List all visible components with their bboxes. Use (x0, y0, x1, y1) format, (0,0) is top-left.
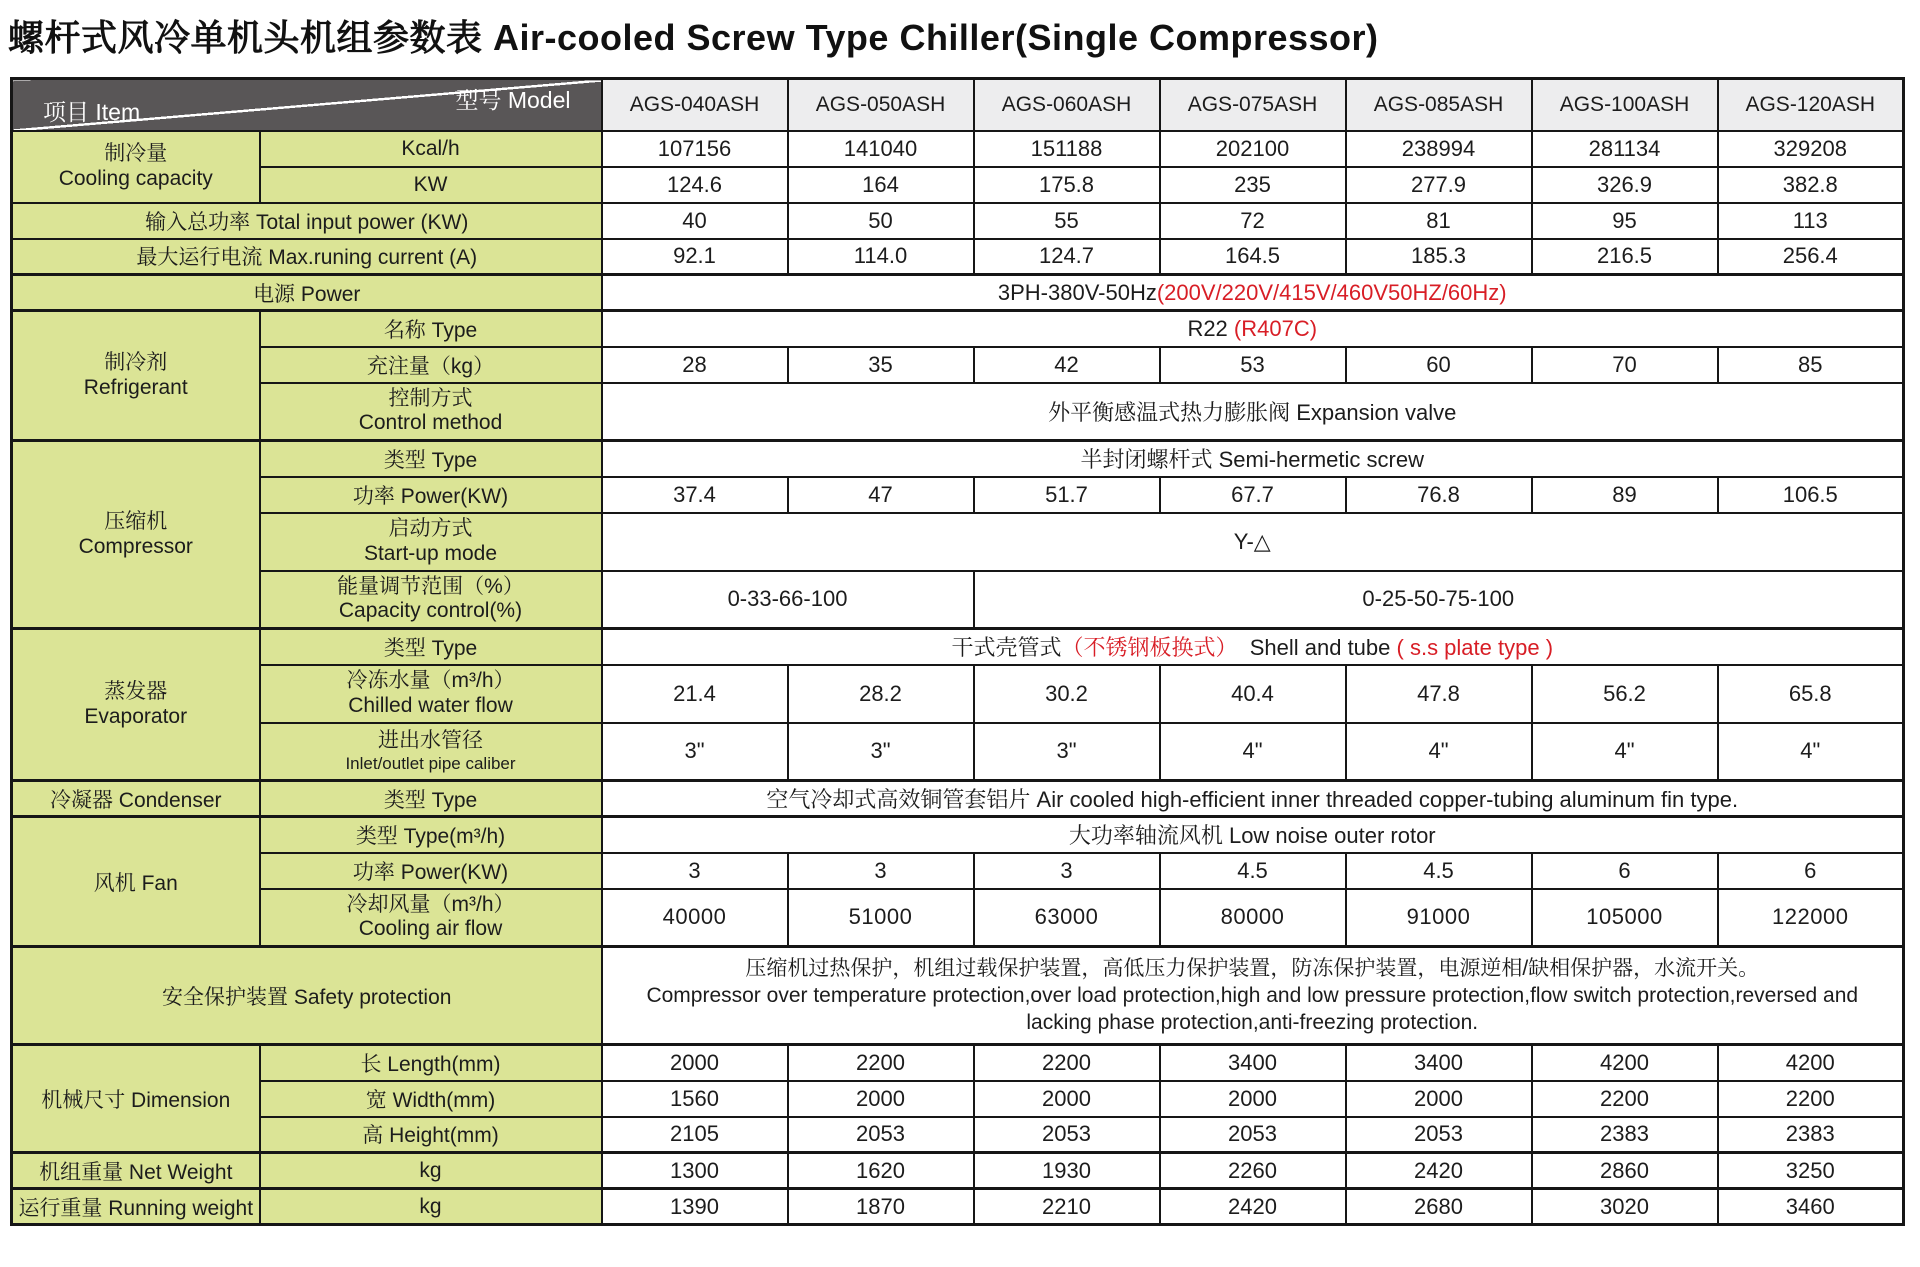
power-supply-value: 3PH-380V-50Hz(200V/220V/415V/460V50HZ/60Hz) (602, 275, 1904, 311)
input-power-label: 输入总功率 Total input power (KW) (12, 203, 602, 239)
compressor-type-row (12, 441, 1904, 477)
pipe-caliber-row (12, 723, 1904, 781)
value-cell: 1300 (602, 1153, 788, 1189)
value-cell: 2383 (1718, 1117, 1904, 1153)
value-cell: 2000 (602, 1045, 788, 1081)
value-cell: 3 (788, 853, 974, 889)
value-cell: 4" (1718, 723, 1904, 781)
startup-mode-label: 启动方式 Start-up mode (260, 513, 602, 571)
value-cell: 1870 (788, 1189, 974, 1225)
evaporator-type-en-red: ( s.s plate type ) (1396, 635, 1554, 661)
compressor-power-label: 功率 Power(KW) (260, 477, 602, 513)
length-label: 长 Length(mm) (260, 1045, 602, 1081)
value-cell: 28 (602, 347, 788, 383)
item-header-label: 项目 Item (43, 98, 141, 125)
cooling-kcal-row (12, 131, 1904, 167)
value-cell: 37.4 (602, 477, 788, 513)
pipe-caliber-label: 进出水管径 Inlet/outlet pipe caliber (260, 723, 602, 781)
value-cell: 51.7 (974, 477, 1160, 513)
control-method-label: 控制方式 Control method (260, 383, 602, 441)
value-cell: 4" (1346, 723, 1532, 781)
compressor-group-label: 压缩机 Compressor (12, 441, 260, 629)
condenser-type-value: 空气冷却式高效铜管套铝片 Air cooled high-efficient inner threaded copper-tubing aluminum fin type. (602, 781, 1904, 817)
value-cell: 65.8 (1718, 665, 1904, 723)
value-cell: 2260 (1160, 1153, 1346, 1189)
value-cell: 105000 (1532, 889, 1718, 947)
value-cell: 6 (1718, 853, 1904, 889)
evaporator-type-row (12, 629, 1904, 665)
value-cell: 107156 (602, 131, 788, 167)
value-cell: 21.4 (602, 665, 788, 723)
model-header-label: 型号 Model (455, 87, 571, 113)
value-cell: 216.5 (1532, 239, 1718, 275)
value-cell: 2200 (974, 1045, 1160, 1081)
value-cell: 235 (1160, 167, 1346, 203)
net-weight-label: 机组重量 Net Weight (12, 1153, 260, 1189)
value-cell: 4200 (1718, 1045, 1904, 1081)
compressor-type-value: 半封闭螺杆式 Semi-hermetic screw (602, 441, 1904, 477)
value-cell: 81 (1346, 203, 1532, 239)
value-cell: 30.2 (974, 665, 1160, 723)
running-weight-unit: kg (260, 1189, 602, 1225)
width-row (12, 1081, 1904, 1117)
value-cell: 89 (1532, 477, 1718, 513)
value-cell: 2420 (1346, 1153, 1532, 1189)
value-cell: 60 (1346, 347, 1532, 383)
kcal-unit-label: Kcal/h (260, 131, 602, 167)
value-cell: 3" (788, 723, 974, 781)
value-cell: 151188 (974, 131, 1160, 167)
value-cell: 80000 (1160, 889, 1346, 947)
value-cell: 76.8 (1346, 477, 1532, 513)
model-column-header: AGS-060ASH (974, 79, 1160, 131)
value-cell: 3" (602, 723, 788, 781)
net-weight-row (12, 1153, 1904, 1189)
value-cell: 3 (602, 853, 788, 889)
value-cell: 2000 (1346, 1081, 1532, 1117)
max-current-row (12, 239, 1904, 275)
compressor-type-label: 类型 Type (260, 441, 602, 477)
height-label: 高 Height(mm) (260, 1117, 602, 1153)
value-cell: 2200 (1532, 1081, 1718, 1117)
value-cell: 175.8 (974, 167, 1160, 203)
page-title: 螺杆式风冷单机头机组参数表 Air-cooled Screw Type Chiller(Single Compressor) (8, 17, 1379, 58)
capacity-control-value-a: 0-33-66-100 (602, 571, 974, 629)
value-cell: 185.3 (1346, 239, 1532, 275)
value-cell: 326.9 (1532, 167, 1718, 203)
startup-mode-row (12, 513, 1904, 571)
evaporator-type-label: 类型 Type (260, 629, 602, 665)
header-row (12, 79, 1904, 131)
charge-label: 充注量（kg） (260, 347, 602, 383)
value-cell: 6 (1532, 853, 1718, 889)
refrigerant-name-label: 名称 Type (260, 311, 602, 347)
value-cell: 3460 (1718, 1189, 1904, 1225)
value-cell: 35 (788, 347, 974, 383)
model-column-header: AGS-085ASH (1346, 79, 1532, 131)
value-cell: 164 (788, 167, 974, 203)
value-cell: 1390 (602, 1189, 788, 1225)
value-cell: 4" (1532, 723, 1718, 781)
value-cell: 114.0 (788, 239, 974, 275)
refrigerant-type-row (12, 311, 1904, 347)
value-cell: 55 (974, 203, 1160, 239)
model-column-header: AGS-050ASH (788, 79, 974, 131)
value-cell: 277.9 (1346, 167, 1532, 203)
fan-power-row (12, 853, 1904, 889)
value-cell: 4200 (1532, 1045, 1718, 1081)
value-cell: 40000 (602, 889, 788, 947)
value-cell: 53 (1160, 347, 1346, 383)
safety-protection-row (12, 947, 1904, 1045)
fan-power-label: 功率 Power(KW) (260, 853, 602, 889)
cooling-air-flow-label: 冷却风量（m³/h） Cooling air flow (260, 889, 602, 947)
value-cell: 63000 (974, 889, 1160, 947)
value-cell: 2000 (788, 1081, 974, 1117)
value-cell: 2053 (974, 1117, 1160, 1153)
value-cell: 42 (974, 347, 1160, 383)
value-cell: 2680 (1346, 1189, 1532, 1225)
compressor-power-row (12, 477, 1904, 513)
value-cell: 2105 (602, 1117, 788, 1153)
value-cell: 2053 (788, 1117, 974, 1153)
net-weight-unit: kg (260, 1153, 602, 1189)
refrigerant-name-value: R22 (R407C) (602, 311, 1904, 347)
value-cell: 40 (602, 203, 788, 239)
value-cell: 91000 (1346, 889, 1532, 947)
value-cell: 122000 (1718, 889, 1904, 947)
value-cell: 3020 (1532, 1189, 1718, 1225)
cooling-kw-row (12, 167, 1904, 203)
value-cell: 124.7 (974, 239, 1160, 275)
value-cell: 40.4 (1160, 665, 1346, 723)
value-cell: 1560 (602, 1081, 788, 1117)
value-cell: 2860 (1532, 1153, 1718, 1189)
value-cell: 2200 (1718, 1081, 1904, 1117)
max-current-label: 最大运行电流 Max.runing current (A) (12, 239, 602, 275)
cooling-air-flow-row (12, 889, 1904, 947)
value-cell: 4.5 (1160, 853, 1346, 889)
value-cell: 4.5 (1346, 853, 1532, 889)
refrigerant-charge-row (12, 347, 1904, 383)
running-weight-row (12, 1189, 1904, 1225)
value-cell: 2000 (1160, 1081, 1346, 1117)
value-cell: 47.8 (1346, 665, 1532, 723)
fan-type-value: 大功率轴流风机 Low noise outer rotor (602, 817, 1904, 853)
value-cell: 92.1 (602, 239, 788, 275)
value-cell: 202100 (1160, 131, 1346, 167)
value-cell: 141040 (788, 131, 974, 167)
chilled-water-flow-label: 冷冻水量（m³/h） Chilled water flow (260, 665, 602, 723)
value-cell: 51000 (788, 889, 974, 947)
value-cell: 1930 (974, 1153, 1160, 1189)
value-cell: 256.4 (1718, 239, 1904, 275)
safety-protection-value: 压缩机过热保护，机组过载保护装置，高低压力保护装置，防冻保护装置，电源逆相/缺相保护器，水流开关。 Compressor over temperature protection,over load protection,high and low pressure protection,flow switch protection,reversed and lacking phase protection,anti-freezing protection. (602, 947, 1904, 1045)
cooling-capacity-group-label: 制冷量 Cooling capacity (12, 131, 260, 203)
kw-unit-label: KW (260, 167, 602, 203)
condenser-row (12, 781, 1904, 817)
width-label: 宽 Width(mm) (260, 1081, 602, 1117)
value-cell: 1620 (788, 1153, 974, 1189)
capacity-control-value-b: 0-25-50-75-100 (974, 571, 1904, 629)
condenser-group-label: 冷凝器 Condenser (12, 781, 260, 817)
control-method-value: 外平衡感温式热力膨胀阀 Expansion valve (602, 383, 1904, 441)
power-supply-value-red: (200V/220V/415V/460V50HZ/60Hz) (1156, 279, 1507, 305)
chiller-spec-table (10, 77, 1905, 1226)
fan-type-label: 类型 Type(m³/h) (260, 817, 602, 853)
value-cell: 50 (788, 203, 974, 239)
model-column-header: AGS-100ASH (1532, 79, 1718, 131)
value-cell: 47 (788, 477, 974, 513)
value-cell: 2383 (1532, 1117, 1718, 1153)
value-cell: 67.7 (1160, 477, 1346, 513)
value-cell: 28.2 (788, 665, 974, 723)
condenser-type-label: 类型 Type (260, 781, 602, 817)
safety-protection-label: 安全保护装置 Safety protection (12, 947, 602, 1045)
value-cell: 3 (974, 853, 1160, 889)
value-cell: 2000 (974, 1081, 1160, 1117)
value-cell: 3400 (1160, 1045, 1346, 1081)
model-column-header: AGS-120ASH (1718, 79, 1904, 131)
corner-header-cell (12, 79, 602, 131)
length-row (12, 1045, 1904, 1081)
value-cell: 2210 (974, 1189, 1160, 1225)
value-cell: 238994 (1346, 131, 1532, 167)
value-cell: 329208 (1718, 131, 1904, 167)
value-cell: 2053 (1160, 1117, 1346, 1153)
evaporator-type-value: 干式壳管式（不锈钢板换式） Shell and tube ( s.s plate type ) (602, 629, 1904, 665)
evaporator-group-label: 蒸发器 Evaporator (12, 629, 260, 781)
power-supply-row (12, 275, 1904, 311)
value-cell: 124.6 (602, 167, 788, 203)
value-cell: 4" (1160, 723, 1346, 781)
value-cell: 95 (1532, 203, 1718, 239)
value-cell: 3250 (1718, 1153, 1904, 1189)
capacity-control-label: 能量调节范围（%） Capacity control(%) (260, 571, 602, 629)
value-cell: 70 (1532, 347, 1718, 383)
value-cell: 106.5 (1718, 477, 1904, 513)
value-cell: 2420 (1160, 1189, 1346, 1225)
capacity-control-row (12, 571, 1904, 629)
value-cell: 382.8 (1718, 167, 1904, 203)
model-column-header: AGS-040ASH (602, 79, 788, 131)
startup-mode-value: Y-△ (602, 513, 1904, 571)
fan-group-label: 风机 Fan (12, 817, 260, 947)
input-power-row (12, 203, 1904, 239)
refrigerant-name-value-red: (R407C) (1233, 315, 1318, 341)
chilled-water-flow-row (12, 665, 1904, 723)
value-cell: 2200 (788, 1045, 974, 1081)
height-row (12, 1117, 1904, 1153)
refrigerant-group-label: 制冷剂 Refrigerant (12, 311, 260, 441)
model-column-header: AGS-075ASH (1160, 79, 1346, 131)
evaporator-type-zh-red: （不锈钢板换式） (1061, 635, 1238, 661)
value-cell: 113 (1718, 203, 1904, 239)
running-weight-label: 运行重量 Running weight (12, 1189, 260, 1225)
value-cell: 3" (974, 723, 1160, 781)
dimension-group-label: 机械尺寸 Dimension (12, 1045, 260, 1153)
value-cell: 85 (1718, 347, 1904, 383)
value-cell: 3400 (1346, 1045, 1532, 1081)
power-supply-label: 电源 Power (12, 275, 602, 311)
value-cell: 2053 (1346, 1117, 1532, 1153)
value-cell: 56.2 (1532, 665, 1718, 723)
control-method-row (12, 383, 1904, 441)
value-cell: 72 (1160, 203, 1346, 239)
value-cell: 281134 (1532, 131, 1718, 167)
fan-type-row (12, 817, 1904, 853)
value-cell: 164.5 (1160, 239, 1346, 275)
